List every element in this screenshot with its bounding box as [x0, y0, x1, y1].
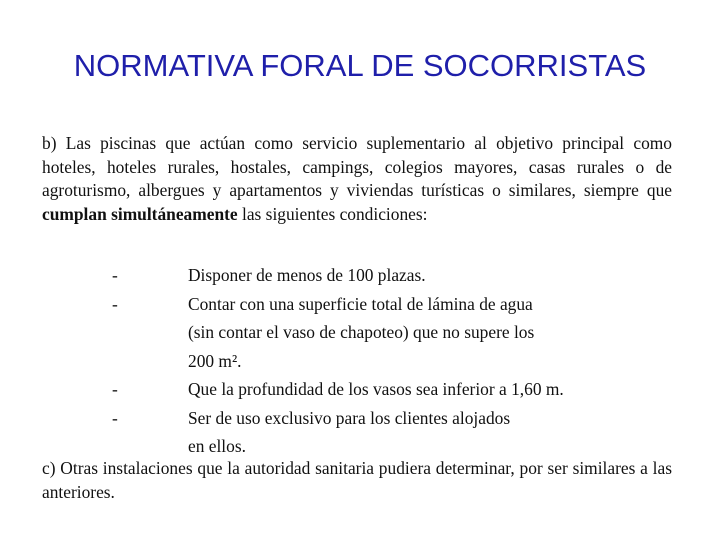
conditions-list	[112, 261, 632, 461]
list-item-text: Disponer de menos de 100 plazas.	[188, 265, 426, 285]
list-item	[112, 404, 528, 461]
list-item-text: Que la profundidad de los vasos sea inferior a 1,60 m.	[188, 379, 564, 399]
paragraph-b-text-end: las siguientes condiciones:	[237, 203, 428, 224]
page-title: NORMATIVA FORAL DE SOCORRISTAS	[73, 48, 647, 83]
list-item-text: Contar con una superficie total de lámina de agua (sin contar el vaso de chapoteo) que no supere los 200 m².	[188, 293, 535, 371]
list-item	[112, 290, 548, 376]
paragraph-b-text: b) Las piscinas que actúan como servicio suplementario al objetivo principal como hoteles, hoteles rurales, hostales, campings, colegios mayores, casas rurales o de agroturismo, albergues y apartamentos y viviendas turísticas o similares, siempre que	[42, 133, 672, 200]
list-dash: -	[112, 379, 118, 399]
list-item	[112, 375, 648, 404]
paragraph-b	[42, 132, 672, 226]
list-dash: -	[112, 265, 118, 285]
list-dash: -	[112, 407, 118, 428]
list-item	[112, 261, 548, 290]
list-item-text: Ser de uso exclusivo para los clientes alojados en ellos.	[188, 407, 511, 456]
paragraph-b-emphasis: cumplan simultáneamente	[42, 203, 238, 224]
list-dash: -	[112, 293, 118, 314]
paragraph-c: c) Otras instalaciones que la autoridad sanitaria pudiera determinar, por ser similares a las anteriores.	[42, 458, 672, 502]
